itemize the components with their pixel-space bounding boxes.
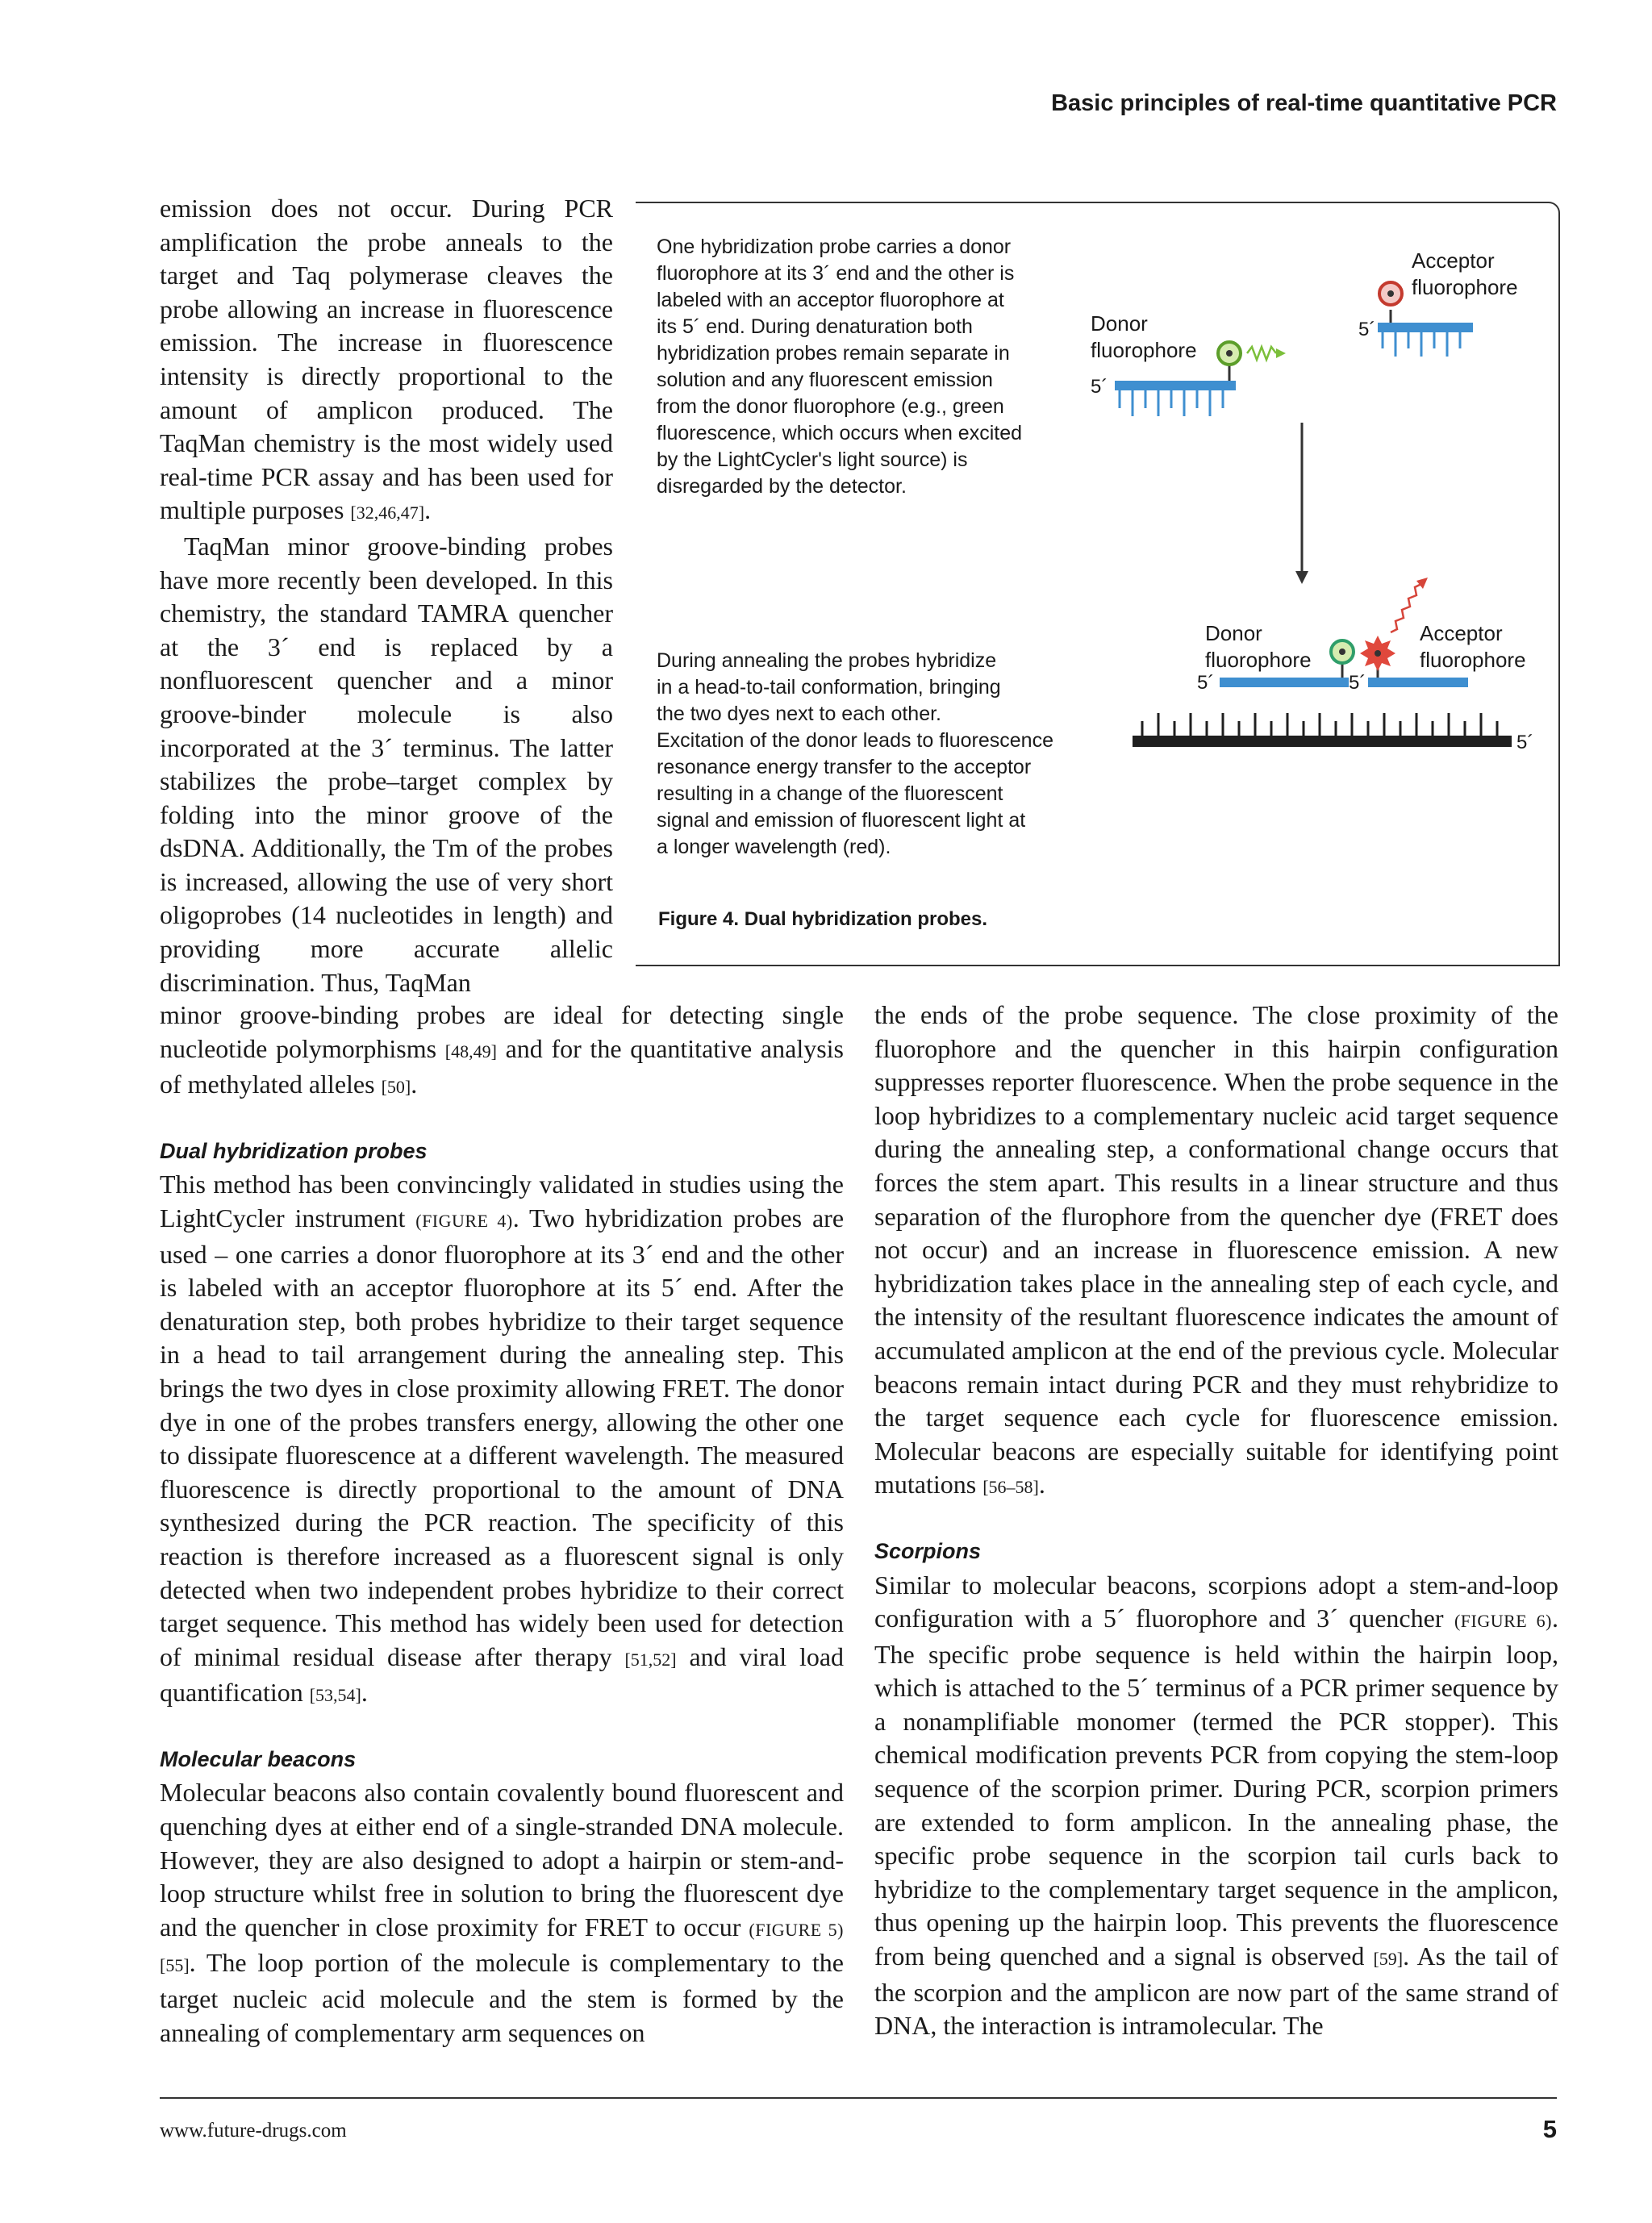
svg-text:5´: 5´ <box>1516 732 1534 753</box>
figure-caption: Figure 4. Dual hybridization probes. <box>658 908 988 930</box>
paragraph: This method has been convincingly validated in studies using the LightCycler instrument (FIGURE 4). Two hybridization probes are used – one carries a donor fluorophore at its 3´ end and the other is labeled with an acceptor fluorophore at its 5´ end. After the denaturation step, both probes hybridize to their target sequence in a head to tail arrangement during the annealing step. This brings the two dyes in close proximity allowing FRET. The donor dye in one of the probes transfers energy, allowing the other one to dissipate fluorescence at a different wavelength. The measured fluorescence is directly proportional to the amount of DNA synthesized during the PCR reaction. The specificity of this reaction is therefore increased as a fluorescent signal is only detected when two independent probes hybridize to their correct target sequence. This method has widely been used for detection of minimal residual disease after therapy [51,52] and viral load quantification [53,54]. <box>160 1170 845 1708</box>
acceptor-label-top-1: Acceptor <box>1412 248 1495 273</box>
column-right <box>874 999 1558 2043</box>
paragraph: minor groove-binding probes are ideal for detecting single nucleotide polymorphisms [48,49] and for the quantitative analysis of methylated alleles [50]. <box>160 1000 845 1099</box>
citation: [53,54] <box>309 1685 361 1706</box>
citation: [55] <box>160 1955 190 1976</box>
section-heading-dual-hybridization: Dual hybridization probes <box>160 1138 428 1163</box>
footer-url[interactable]: www.future-drugs.com <box>160 2120 347 2142</box>
donor-label-top-2: fluorophore <box>1091 338 1197 362</box>
acceptor-probe-top <box>1358 248 1518 357</box>
column-left <box>160 999 844 2050</box>
five-prime-label: 5´ <box>1091 376 1108 398</box>
paragraph: the ends of the probe sequence. The close proximity of the fluorophore and the quencher in this hairpin configuration suppresses reporter fluorescence. When the probe sequence in the loop hybridizes to a complementary nucleic acid target sequence during the annealing step, a conformational change occurs that forces the stem apart. This results in a linear structure and thus separation of the flurophore from the quencher dye (FRET does not occur) and an increase in fluorescence emission. A new hybridization takes place in the annealing step of each cycle, and the intensity of the resultant fluorescence indicates the amount of accumulated amplicon at the end of the previous cycle. Molecular beacons remain intact during PCR and they must rehybridize to the target sequence each cycle for fluorescence emission. Molecular beacons are especially suitable for identifying point mutations [56–58]. <box>874 1000 1558 1499</box>
donor-probe-top <box>1091 311 1286 416</box>
svg-text:5´: 5´ <box>1197 672 1215 694</box>
donor-label-top-1: Donor <box>1091 311 1148 336</box>
running-title: Basic principles of real-time quantitative PCR <box>1051 90 1557 116</box>
annealed-probes <box>1133 578 1533 753</box>
svg-text:5´: 5´ <box>1358 319 1376 340</box>
citation: [32,46,47] <box>350 503 425 523</box>
figure-text-top: One hybridization probe carries a donor fluorophore at its 3´ end and the other is labeled with an acceptor fluorophore at its 5´ end. During denaturation both hybridization probes remain separate in solution and any fluorescent emission from the donor fluorophore (e.g., green fluorescence, which occurs when excited by the LightCycler's light source) is disregarded by the detector. <box>657 236 1023 498</box>
figure-text-bottom: During annealing the probes hybridize in a head-to-tail conformation, bringing the two dyes next to each other. Excitation of the donor leads to fluorescence resonance energy transfer to the acceptor resulting in a change of the fluorescent signal and emission of fluorescent light at a longer wavelength (red). <box>657 649 1053 858</box>
svg-text:fluorophore: fluorophore <box>1420 648 1526 672</box>
svg-text:5´: 5´ <box>1349 672 1366 694</box>
column-top <box>160 192 613 999</box>
figure-reference[interactable]: (FIGURE 4) <box>415 1210 513 1231</box>
citation: [59] <box>1373 1949 1404 1970</box>
figure-reference[interactable]: (FIGURE 6) <box>1454 1611 1553 1632</box>
citation: [50] <box>381 1077 411 1098</box>
svg-text:fluorophore: fluorophore <box>1205 648 1312 672</box>
citation: [48,49] <box>444 1041 497 1061</box>
paragraph: Similar to molecular beacons, scorpions adopt a stem-and-loop configuration with a 5´ fluorophore and 3´ quencher (FIGURE 6). The specific probe sequence is held within the hairpin loop, which is attached to the 5´ terminus of a PCR primer sequence by a nonamplifiable monomer (termed the PCR stopper). This chemical modification prevents PCR from copying the stem-loop sequence of the scorpion primer. During PCR, scorpion primers are extended to form amplicon. In the annealing phase, the specific probe sequence in the scorpion tail curls back to hybridize to the complementary target sequence in the amplicon, thus opening up the hairpin loop. This prevents the fluorescence from being quenched and a signal is observed [59]. As the tail of the scorpion and the amplicon are now part of the same strand of DNA, the interaction is intramolecular. The <box>874 1570 1559 2041</box>
paragraph: TaqMan minor groove-binding probes have more recently been developed. In this chemistry, the standard TAMRA quencher at the 3´ end is replaced by a nonfluorescent quencher and a minor groove-binder molecule is also incorporated at the 3´ terminus. The latter stabilizes the probe–target complex by folding into the minor groove of the dsDNA. Additionally, the Tm of the probes is increased, allowing the use of very short oligoprobes (14 nucleotides in length) and providing more accurate allelic discrimination. Thus, TaqMan <box>160 531 613 997</box>
paragraph: Molecular beacons also contain covalently bound fluorescent and quenching dyes at either end of a single-stranded DNA molecule. However, they are also designed to adopt a hairpin or stem-and-loop structure whilst free in solution to bring the fluorescent dye and the quencher in close proximity for FRET to occur (FIGURE 5) [55]. The loop portion of the molecule is complementary to the target nucleic acid molecule and the stem is formed by the annealing of complementary arm sequences on <box>160 1778 845 2047</box>
section-heading-molecular-beacons: Molecular beacons <box>160 1746 357 1771</box>
footer-rule <box>160 2097 1557 2099</box>
svg-text:Acceptor: Acceptor <box>1420 621 1503 645</box>
section-heading-scorpions: Scorpions <box>874 1538 982 1563</box>
page-number: 5 <box>1542 2115 1557 2143</box>
citation: [56–58] <box>982 1477 1039 1498</box>
fret-diagram <box>1049 226 1557 774</box>
svg-text:Donor: Donor <box>1205 621 1262 645</box>
citation: [51,52] <box>624 1649 677 1670</box>
figure-reference[interactable]: (FIGURE 5) <box>749 1919 845 1940</box>
acceptor-label-top-2: fluorophore <box>1412 275 1518 299</box>
paragraph: emission does not occur. During PCR amplification the probe anneals to the target and Taq polymerase cleaves the probe allowing an increase in fluorescence emission. The increase in fluorescence intensity is directly proportional to the amount of amplicon produced. The TaqMan chemistry is the most widely used real-time PCR assay and has been used for multiple purposes [32,46,47]. <box>160 194 613 525</box>
